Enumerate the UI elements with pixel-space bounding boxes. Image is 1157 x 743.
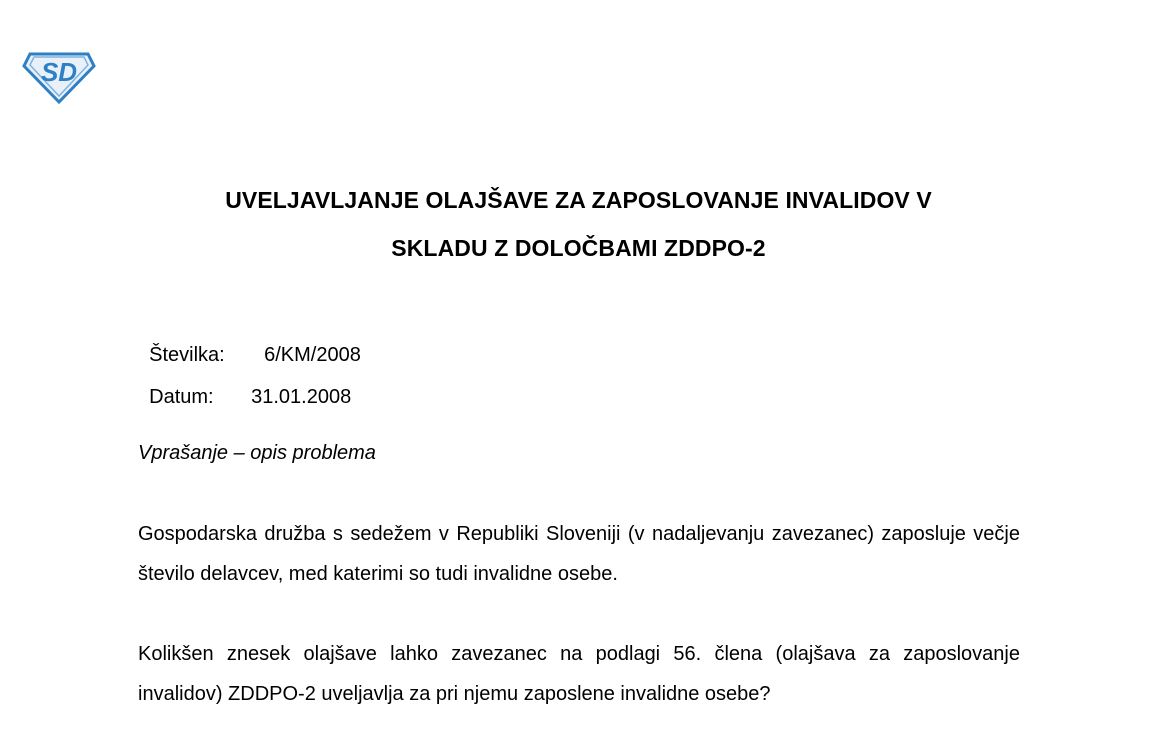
document-date-label: Datum:: [149, 386, 214, 408]
document-number-value: 6/KM/2008: [264, 344, 361, 366]
document-title-line-1: UVELJAVLJANJE OLAJŠAVE ZA ZAPOSLOVANJE INVALIDOV V: [225, 187, 932, 213]
document-number-row: [138, 319, 361, 367]
paragraph-1: Gospodarska družba s sedežem v Republiki Sloveniji (v nadaljevanju zavezanec) zaposluje večje število delavcev, med katerimi so tudi invalidne osebe.: [138, 523, 1020, 585]
svg-text:SD: SD: [40, 57, 78, 87]
document-date-row: [138, 361, 351, 409]
document-title-line-2: SKLADU Z DOLOČBAMI ZDDPO-2: [391, 235, 766, 261]
document-date-value: 31.01.2008: [251, 386, 352, 408]
section-heading: Vprašanje – opis problema: [138, 442, 376, 464]
sd-diamond-logo-icon: [22, 48, 96, 104]
document-number-label: Številka:: [149, 344, 225, 366]
paragraph-2: Kolikšen znesek olajšave lahko zavezanec na podlagi 56. člena (olajšava za zaposlovanje invalidov) ZDDPO-2 uveljavlja za pri njemu zaposlene invalidne osebe?: [138, 643, 1020, 705]
